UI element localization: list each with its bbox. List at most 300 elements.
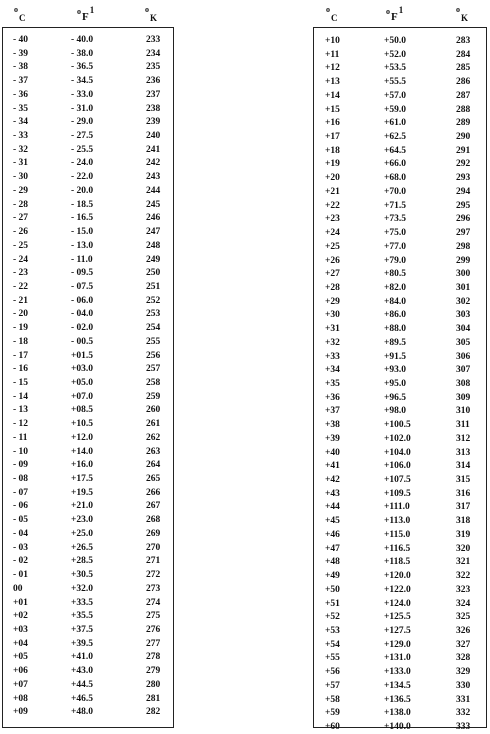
degree-symbol: o bbox=[456, 5, 460, 14]
kelvin-label: K bbox=[461, 13, 469, 23]
table-row bbox=[314, 569, 486, 583]
table-row bbox=[314, 130, 486, 144]
kelvin-cell: 272 bbox=[146, 570, 161, 581]
fahrenheit-cell: +133.0 bbox=[384, 667, 411, 678]
table-row bbox=[3, 47, 173, 61]
celsius-cell: +20 bbox=[325, 173, 340, 184]
kelvin-cell: 291 bbox=[456, 145, 471, 156]
fahrenheit-cell: +107.5 bbox=[384, 475, 411, 486]
table-row bbox=[314, 528, 486, 542]
kelvin-cell: 262 bbox=[146, 432, 161, 443]
celsius-cell: +50 bbox=[325, 584, 340, 595]
table-row bbox=[314, 199, 486, 213]
celsius-cell: +57 bbox=[325, 680, 340, 691]
celsius-cell: +38 bbox=[325, 420, 340, 431]
celsius-cell: +29 bbox=[325, 296, 340, 307]
table-row bbox=[3, 582, 173, 596]
table-row bbox=[3, 115, 173, 129]
degree-symbol: o bbox=[145, 5, 149, 14]
kelvin-cell: 326 bbox=[456, 625, 471, 636]
kelvin-cell: 269 bbox=[146, 528, 161, 539]
celsius-cell: - 07 bbox=[13, 487, 29, 498]
celsius-cell: - 36 bbox=[13, 89, 29, 100]
kelvin-cell: 296 bbox=[456, 214, 471, 225]
table-row bbox=[314, 651, 486, 665]
fahrenheit-cell: +93.0 bbox=[384, 365, 407, 376]
degree-symbol: o bbox=[77, 7, 81, 16]
kelvin-cell: 256 bbox=[146, 350, 161, 361]
table-row bbox=[3, 390, 173, 404]
fahrenheit-cell: +131.0 bbox=[384, 653, 411, 664]
table-row bbox=[3, 596, 173, 610]
kelvin-cell: 289 bbox=[456, 118, 471, 129]
fahrenheit-cell: - 18.5 bbox=[71, 199, 94, 210]
kelvin-cell: 255 bbox=[146, 336, 161, 347]
table-row bbox=[3, 362, 173, 376]
table-row bbox=[3, 211, 173, 225]
kelvin-cell: 321 bbox=[456, 557, 471, 568]
celsius-cell: - 08 bbox=[13, 474, 29, 485]
fahrenheit-cell: +53.5 bbox=[384, 63, 407, 74]
kelvin-cell: 275 bbox=[146, 611, 161, 622]
kelvin-cell: 239 bbox=[146, 117, 161, 128]
celsius-cell: +12 bbox=[325, 63, 340, 74]
kelvin-cell: 246 bbox=[146, 213, 161, 224]
table-row bbox=[3, 376, 173, 390]
fahrenheit-cell: +17.5 bbox=[71, 474, 94, 485]
fahrenheit-cell: +61.0 bbox=[384, 118, 407, 129]
kelvin-cell: 305 bbox=[456, 337, 471, 348]
kelvin-cell: 263 bbox=[146, 446, 161, 457]
kelvin-cell: 318 bbox=[456, 516, 471, 527]
table-row bbox=[314, 377, 486, 391]
table-row bbox=[3, 88, 173, 102]
fahrenheit-cell: +113.0 bbox=[384, 516, 411, 527]
celsius-cell: +03 bbox=[13, 624, 28, 635]
fahrenheit-cell: +03.0 bbox=[71, 364, 94, 375]
fahrenheit-cell: +136.5 bbox=[384, 694, 411, 705]
table-row bbox=[314, 254, 486, 268]
celsius-cell: - 09 bbox=[13, 460, 29, 471]
fahrenheit-cell: +01.5 bbox=[71, 350, 94, 361]
fahrenheit-cell: +79.0 bbox=[384, 255, 407, 266]
kelvin-cell: 241 bbox=[146, 144, 161, 155]
fahrenheit-cell: +10.5 bbox=[71, 419, 94, 430]
fahrenheit-cell: +64.5 bbox=[384, 145, 407, 156]
celsius-cell: +35 bbox=[325, 379, 340, 389]
kelvin-cell: 266 bbox=[146, 487, 161, 498]
table-row bbox=[314, 624, 486, 638]
celsius-cell: +01 bbox=[13, 597, 28, 608]
celsius-cell: +41 bbox=[325, 461, 340, 472]
table-row bbox=[314, 693, 486, 707]
table-row bbox=[314, 34, 486, 48]
table-row bbox=[314, 240, 486, 254]
kelvin-cell: 248 bbox=[146, 240, 161, 251]
fahrenheit-cell: +82.0 bbox=[384, 282, 407, 293]
fahrenheit-cell: +134.5 bbox=[384, 680, 411, 691]
table-row bbox=[314, 281, 486, 295]
celsius-cell: +09 bbox=[13, 707, 28, 718]
fahrenheit-cell: +21.0 bbox=[71, 501, 94, 512]
fahrenheit-cell: +07.0 bbox=[71, 391, 94, 402]
fahrenheit-cell: +16.0 bbox=[71, 460, 94, 471]
kelvin-cell: 237 bbox=[146, 89, 161, 100]
table-row bbox=[3, 486, 173, 500]
table-row bbox=[3, 156, 173, 170]
kelvin-cell: 251 bbox=[146, 281, 161, 292]
celsius-cell: - 26 bbox=[13, 227, 29, 238]
kelvin-cell: 302 bbox=[456, 296, 471, 307]
table-row bbox=[314, 350, 486, 364]
table-row bbox=[3, 458, 173, 472]
kelvin-cell: 314 bbox=[456, 461, 471, 472]
celsius-cell: +26 bbox=[325, 255, 340, 266]
fahrenheit-cell: - 36.5 bbox=[71, 62, 94, 73]
table-row bbox=[314, 404, 486, 418]
kelvin-cell: 295 bbox=[456, 200, 471, 211]
kelvin-cell: 281 bbox=[146, 693, 161, 704]
table-row bbox=[314, 212, 486, 226]
table-row bbox=[314, 446, 486, 460]
celsius-cell: +42 bbox=[325, 475, 340, 486]
celsius-cell: +34 bbox=[325, 365, 340, 376]
fahrenheit-cell: +37.5 bbox=[71, 624, 94, 635]
table-row bbox=[3, 307, 173, 321]
fahrenheit-cell: - 20.0 bbox=[71, 185, 94, 196]
kelvin-cell: 242 bbox=[146, 158, 161, 169]
fahrenheit-cell: +138.0 bbox=[384, 708, 411, 719]
celsius-cell: +28 bbox=[325, 282, 340, 293]
kelvin-cell: 286 bbox=[456, 77, 471, 88]
table-row bbox=[3, 253, 173, 267]
fahrenheit-cell: +106.0 bbox=[384, 461, 411, 472]
celsius-cell: +39 bbox=[325, 433, 340, 444]
kelvin-cell: 332 bbox=[456, 708, 471, 719]
table-row bbox=[3, 499, 173, 513]
kelvin-cell: 325 bbox=[456, 612, 471, 623]
fahrenheit-cell: +46.5 bbox=[71, 693, 94, 704]
celsius-cell: - 10 bbox=[13, 446, 29, 457]
celsius-cell: - 38 bbox=[13, 62, 29, 73]
celsius-cell: +53 bbox=[325, 625, 340, 636]
kelvin-cell: 308 bbox=[456, 379, 471, 389]
fahrenheit-cell: - 07.5 bbox=[71, 281, 94, 292]
fahrenheit-cell: +30.5 bbox=[71, 570, 94, 581]
fahrenheit-cell: +73.5 bbox=[384, 214, 407, 225]
kelvin-cell: 249 bbox=[146, 254, 161, 265]
fahrenheit-cell: - 27.5 bbox=[71, 131, 94, 142]
fahrenheit-cell: +127.5 bbox=[384, 625, 411, 636]
fahrenheit-cell: +140.0 bbox=[384, 722, 411, 732]
fahrenheit-cell: +122.0 bbox=[384, 584, 411, 595]
kelvin-cell: 323 bbox=[456, 584, 471, 595]
kelvin-cell: 252 bbox=[146, 295, 161, 306]
table-row bbox=[3, 623, 173, 637]
table-row bbox=[3, 266, 173, 280]
fahrenheit-cell: - 31.0 bbox=[71, 103, 94, 114]
fahrenheit-cell: - 34.5 bbox=[71, 76, 94, 87]
kelvin-cell: 330 bbox=[456, 680, 471, 691]
kelvin-cell: 234 bbox=[146, 48, 161, 59]
fahrenheit-cell: +129.0 bbox=[384, 639, 411, 650]
celsius-cell: - 06 bbox=[13, 501, 29, 512]
table-row bbox=[314, 363, 486, 377]
kelvin-cell: 238 bbox=[146, 103, 161, 114]
kelvin-cell: 271 bbox=[146, 556, 161, 567]
celsius-cell: - 22 bbox=[13, 281, 29, 292]
left-header-kelvin bbox=[145, 5, 157, 23]
celsius-cell: +51 bbox=[325, 598, 340, 609]
celsius-cell: - 04 bbox=[13, 528, 29, 539]
fahrenheit-cell: - 02.0 bbox=[71, 323, 94, 334]
table-row bbox=[3, 650, 173, 664]
celsius-cell: +45 bbox=[325, 516, 340, 527]
fahrenheit-cell: +62.5 bbox=[384, 132, 407, 143]
fahrenheit-cell: +70.0 bbox=[384, 186, 407, 197]
celsius-cell: +17 bbox=[325, 132, 340, 143]
table-row bbox=[3, 609, 173, 623]
table-row bbox=[3, 170, 173, 184]
kelvin-cell: 329 bbox=[456, 667, 471, 678]
kelvin-cell: 287 bbox=[456, 90, 471, 101]
kelvin-cell: 292 bbox=[456, 159, 471, 170]
fahrenheit-cell: - 06.0 bbox=[71, 295, 94, 306]
table-row bbox=[314, 720, 486, 734]
kelvin-cell: 328 bbox=[456, 653, 471, 664]
fahrenheit-cell: +48.0 bbox=[71, 707, 94, 718]
kelvin-cell: 279 bbox=[146, 666, 161, 677]
celsius-cell: +46 bbox=[325, 529, 340, 540]
table-row bbox=[314, 295, 486, 309]
fahrenheit-cell: +88.0 bbox=[384, 324, 407, 335]
celsius-cell: - 29 bbox=[13, 185, 29, 196]
celsius-cell: +24 bbox=[325, 228, 340, 239]
fahrenheit-cell: +89.5 bbox=[384, 337, 407, 348]
celsius-cell: +47 bbox=[325, 543, 340, 554]
fahrenheit-cell: +26.5 bbox=[71, 542, 94, 553]
celsius-cell: +58 bbox=[325, 694, 340, 705]
degree-symbol: o bbox=[386, 7, 390, 16]
kelvin-cell: 240 bbox=[146, 131, 161, 142]
kelvin-cell: 257 bbox=[146, 364, 161, 375]
celsius-cell: +59 bbox=[325, 708, 340, 719]
table-row bbox=[3, 568, 173, 582]
table-row bbox=[314, 514, 486, 528]
kelvin-cell: 276 bbox=[146, 624, 161, 635]
celsius-label: C bbox=[331, 13, 338, 23]
celsius-cell: - 20 bbox=[13, 309, 29, 320]
fahrenheit-cell: +43.0 bbox=[71, 666, 94, 677]
fahrenheit-cell: +102.0 bbox=[384, 433, 411, 444]
table-row bbox=[3, 527, 173, 541]
fahrenheit-cell: +12.0 bbox=[71, 432, 94, 443]
fahrenheit-cell: - 13.0 bbox=[71, 240, 94, 251]
celsius-cell: +18 bbox=[325, 145, 340, 156]
celsius-cell: - 15 bbox=[13, 378, 29, 388]
conversion-table-right bbox=[313, 27, 487, 732]
table-row bbox=[3, 74, 173, 88]
table-row bbox=[3, 102, 173, 116]
degree-symbol: o bbox=[326, 5, 330, 14]
kelvin-cell: 309 bbox=[456, 392, 471, 403]
fahrenheit-cell: +57.0 bbox=[384, 90, 407, 101]
right-header-celsius bbox=[326, 5, 338, 23]
kelvin-cell: 268 bbox=[146, 515, 161, 526]
kelvin-cell: 236 bbox=[146, 76, 161, 87]
kelvin-cell: 244 bbox=[146, 185, 161, 196]
fahrenheit-cell: +86.0 bbox=[384, 310, 407, 321]
table-row bbox=[3, 554, 173, 568]
kelvin-cell: 261 bbox=[146, 419, 161, 430]
kelvin-cell: 303 bbox=[456, 310, 471, 321]
celsius-cell: +14 bbox=[325, 90, 340, 101]
kelvin-cell: 294 bbox=[456, 186, 471, 197]
kelvin-cell: 319 bbox=[456, 529, 471, 540]
table-row bbox=[314, 487, 486, 501]
fahrenheit-cell: +05.0 bbox=[71, 378, 94, 388]
fahrenheit-cell: +120.0 bbox=[384, 571, 411, 582]
celsius-cell: - 33 bbox=[13, 131, 29, 142]
table-row bbox=[3, 541, 173, 555]
kelvin-cell: 274 bbox=[146, 597, 161, 608]
kelvin-cell: 293 bbox=[456, 173, 471, 184]
fahrenheit-cell: +44.5 bbox=[71, 679, 94, 690]
celsius-cell: - 28 bbox=[13, 199, 29, 210]
kelvin-cell: 320 bbox=[456, 543, 471, 554]
celsius-cell: +23 bbox=[325, 214, 340, 225]
fahrenheit-cell: +111.0 bbox=[384, 502, 410, 513]
fahrenheit-cell: +115.0 bbox=[384, 529, 411, 540]
table-row bbox=[3, 705, 173, 719]
fahrenheit-label: F bbox=[82, 11, 89, 23]
fahrenheit-cell: +59.0 bbox=[384, 104, 407, 115]
kelvin-cell: 247 bbox=[146, 227, 161, 238]
right-header-kelvin bbox=[456, 5, 468, 23]
kelvin-cell: 250 bbox=[146, 268, 161, 279]
table-row bbox=[314, 116, 486, 130]
celsius-cell: - 18 bbox=[13, 336, 29, 347]
celsius-cell: - 16 bbox=[13, 364, 29, 375]
fahrenheit-cell: +66.0 bbox=[384, 159, 407, 170]
table-row bbox=[314, 171, 486, 185]
table-row bbox=[3, 294, 173, 308]
kelvin-cell: 267 bbox=[146, 501, 161, 512]
celsius-cell: +33 bbox=[325, 351, 340, 362]
celsius-cell: +48 bbox=[325, 557, 340, 568]
table-row bbox=[314, 267, 486, 281]
table-row bbox=[314, 665, 486, 679]
celsius-cell: +04 bbox=[13, 638, 28, 649]
fahrenheit-cell: - 24.0 bbox=[71, 158, 94, 169]
kelvin-cell: 310 bbox=[456, 406, 471, 417]
table-row bbox=[3, 445, 173, 459]
kelvin-cell: 243 bbox=[146, 172, 161, 183]
kelvin-cell: 324 bbox=[456, 598, 471, 609]
kelvin-cell: 278 bbox=[146, 652, 161, 663]
table-row bbox=[314, 432, 486, 446]
celsius-cell: 00 bbox=[13, 583, 23, 594]
celsius-cell: - 14 bbox=[13, 391, 29, 402]
kelvin-cell: 331 bbox=[456, 694, 471, 705]
table-row bbox=[314, 308, 486, 322]
fahrenheit-cell: - 38.0 bbox=[71, 48, 94, 59]
fahrenheit-cell: +19.5 bbox=[71, 487, 94, 498]
fahrenheit-cell: +52.0 bbox=[384, 49, 407, 60]
fahrenheit-cell: - 16.5 bbox=[71, 213, 94, 224]
kelvin-cell: 245 bbox=[146, 199, 161, 210]
table-row bbox=[314, 322, 486, 336]
celsius-cell: +36 bbox=[325, 392, 340, 403]
kelvin-cell: 235 bbox=[146, 62, 161, 73]
kelvin-cell: 312 bbox=[456, 433, 471, 444]
table-row bbox=[314, 542, 486, 556]
table-row bbox=[3, 239, 173, 253]
celsius-cell: - 25 bbox=[13, 240, 29, 251]
table-row bbox=[314, 89, 486, 103]
table-row bbox=[3, 143, 173, 157]
fahrenheit-cell: +14.0 bbox=[71, 446, 94, 457]
table-row bbox=[314, 706, 486, 720]
fahrenheit-cell: - 25.5 bbox=[71, 144, 94, 155]
fahrenheit-cell: +08.5 bbox=[71, 405, 94, 416]
celsius-cell: +21 bbox=[325, 186, 340, 197]
left-header-celsius bbox=[14, 5, 26, 23]
table-row bbox=[3, 321, 173, 335]
kelvin-cell: 233 bbox=[146, 35, 161, 45]
fahrenheit-cell: +32.0 bbox=[71, 583, 94, 594]
celsius-cell: +52 bbox=[325, 612, 340, 623]
table-row bbox=[3, 692, 173, 706]
fahrenheit-cell: +28.5 bbox=[71, 556, 94, 567]
table-row bbox=[314, 391, 486, 405]
table-row bbox=[314, 226, 486, 240]
celsius-cell: - 24 bbox=[13, 254, 29, 265]
celsius-cell: - 39 bbox=[13, 48, 29, 59]
celsius-cell: +02 bbox=[13, 611, 28, 622]
celsius-cell: - 11 bbox=[13, 432, 28, 443]
celsius-cell: +49 bbox=[325, 571, 340, 582]
table-row bbox=[3, 664, 173, 678]
celsius-cell: - 13 bbox=[13, 405, 29, 416]
fahrenheit-cell: +84.0 bbox=[384, 296, 407, 307]
fahrenheit-cell: +75.0 bbox=[384, 228, 407, 239]
kelvin-cell: 322 bbox=[456, 571, 471, 582]
fahrenheit-cell: +25.0 bbox=[71, 528, 94, 539]
table-row bbox=[3, 417, 173, 431]
kelvin-cell: 253 bbox=[146, 309, 161, 320]
fahrenheit-cell: - 04.0 bbox=[71, 309, 94, 320]
fahrenheit-cell: +100.5 bbox=[384, 420, 411, 431]
kelvin-cell: 259 bbox=[146, 391, 161, 402]
fahrenheit-label: F bbox=[391, 11, 398, 23]
celsius-cell: - 35 bbox=[13, 103, 29, 114]
celsius-cell: - 23 bbox=[13, 268, 29, 279]
fahrenheit-cell: - 11.0 bbox=[71, 254, 93, 265]
celsius-cell: - 37 bbox=[13, 76, 29, 87]
kelvin-cell: 264 bbox=[146, 460, 161, 471]
table-row bbox=[314, 473, 486, 487]
fahrenheit-cell: +109.5 bbox=[384, 488, 411, 499]
table-row bbox=[314, 459, 486, 473]
fahrenheit-cell: +68.0 bbox=[384, 173, 407, 184]
celsius-cell: +10 bbox=[325, 36, 340, 46]
celsius-cell: +22 bbox=[325, 200, 340, 211]
table-row bbox=[3, 349, 173, 363]
table-row bbox=[314, 418, 486, 432]
kelvin-cell: 315 bbox=[456, 475, 471, 486]
fahrenheit-cell: - 29.0 bbox=[71, 117, 94, 128]
